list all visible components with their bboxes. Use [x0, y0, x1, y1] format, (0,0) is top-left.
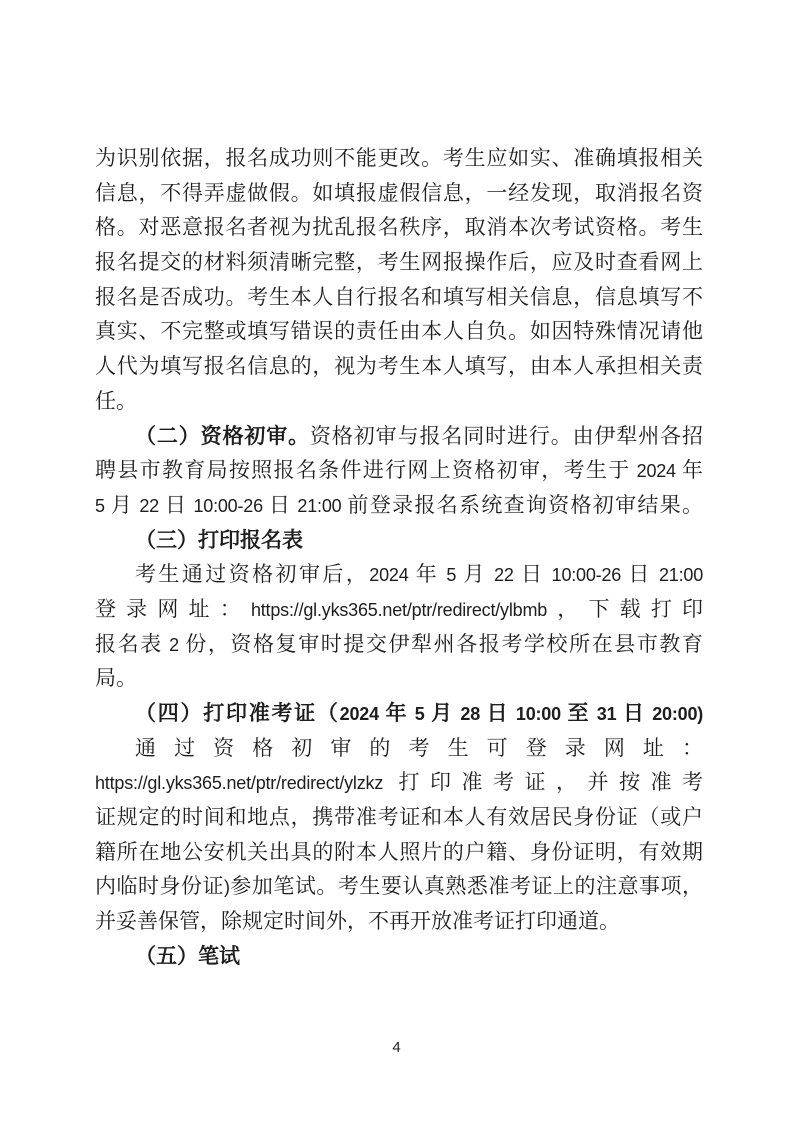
- heading-text: （五）笔试: [135, 943, 240, 968]
- latin-text: 2024: [339, 704, 386, 724]
- latin-text: 5: [408, 704, 432, 724]
- latin-text: 10:00-26: [544, 565, 629, 586]
- body-text-segment: 人代为填写报名信息的，视为考生本人填写，由本人承担相关责: [95, 354, 703, 379]
- body-text-segment: 证规定的时间和地点，携带准考证和本人有效居民身份证（或户: [95, 805, 703, 830]
- heading-text: （二）资格初审。: [135, 423, 311, 448]
- text-line: [95, 557, 703, 592]
- document-body: [95, 141, 703, 974]
- url-text: https://gl.yks365.net/ptr/redirect/ylbmb: [250, 599, 548, 620]
- text-line: [95, 176, 703, 211]
- latin-text: 2024: [369, 565, 416, 586]
- text-line: [95, 800, 703, 835]
- latin-text: 21:00: [291, 495, 348, 516]
- text-line: [95, 245, 703, 280]
- latin-text: 2: [162, 634, 186, 655]
- text-line: [95, 419, 703, 454]
- latin-text: 5: [95, 495, 111, 516]
- body-text-segment: 报名提交的材料须清晰完整，考生网报操作后，应及时查看网上: [95, 250, 703, 275]
- text-line: [95, 731, 703, 766]
- text-line: [95, 765, 703, 800]
- latin-text: 5: [439, 565, 464, 586]
- body-text-segment: 考生通过资格初审后，2024 年 5 月 22 日 10:00-26 日 21:00: [135, 562, 703, 587]
- body-text-segment: 通过资格初审的考生可登录网址：: [135, 735, 703, 760]
- text-line: [95, 592, 703, 627]
- latin-text: 22: [486, 565, 521, 586]
- text-line: [95, 314, 703, 349]
- latin-text: ): [224, 877, 230, 898]
- body-text-segment: 籍所在地公安机关出具的附本人照片的户籍、身份证明，有效期: [95, 839, 703, 864]
- body-text-segment: 内临时身份证)参加笔试。考生要认真熟悉准考证上的注意事项，: [95, 874, 703, 899]
- heading-text: （三）打印报名表: [135, 527, 303, 552]
- text-line: [95, 453, 703, 488]
- body-text-segment: 格。对恶意报名者视为扰乱报名秩序，取消本次考试资格。考生: [95, 215, 703, 240]
- body-text-segment: 5 月 22 日 10:00-26 日 21:00 前登录报名系统查询资格初审结果。: [95, 492, 703, 517]
- latin-text: 20:00): [645, 704, 703, 724]
- text-line: [95, 835, 703, 870]
- text-line: [95, 661, 703, 696]
- body-text-segment: 任。: [95, 388, 137, 413]
- text-line: [95, 627, 703, 662]
- text-line: [95, 349, 703, 384]
- body-text-segment: 并妥善保管，除规定时间外，不再开放准考证打印通道。: [95, 909, 620, 934]
- body-text-segment: 局。: [95, 666, 137, 691]
- body-text-segment: https://gl.yks365.net/ptr/redirect/ylzkz 打印准考证，并按准考: [95, 770, 703, 795]
- text-line: [95, 280, 703, 315]
- text-line: [95, 210, 703, 245]
- text-line: [95, 488, 703, 523]
- latin-text: 21:00: [651, 565, 703, 586]
- text-line: [95, 696, 703, 731]
- body-text-segment: 真实、不完整或填写错误的责任由本人自负。如因特殊情况请他: [95, 319, 703, 344]
- body-text-segment: 报名表 2 份，资格复审时提交伊犁州各报考学校所在县市教育: [95, 631, 703, 656]
- latin-text: 31: [590, 704, 623, 724]
- text-line: [95, 141, 703, 176]
- body-text-segment: 聘县市教育局按照报名条件进行网上资格初审，考生于 2024 年: [95, 458, 703, 483]
- text-line: [95, 904, 703, 939]
- body-text-segment: 登录网址：https://gl.yks365.net/ptr/redirect/ylbmb，下载打印: [95, 596, 703, 621]
- latin-text: 28: [453, 704, 487, 724]
- body-text-segment: 为识别依据，报名成功则不能更改。考生应如实、准确填报相关: [95, 146, 703, 170]
- latin-text: 2024: [630, 461, 682, 482]
- heading-text: （四）打印准考证（2024 年 5 月 28 日 10:00 至 31 日 20:00): [135, 701, 703, 725]
- page-number: 4: [392, 1039, 401, 1056]
- body-text-segment: 信息，不得弄虚做假。如填报虚假信息，一经发现，取消报名资: [95, 180, 703, 205]
- url-text: https://gl.yks365.net/ptr/redirect/ylzkz: [95, 773, 399, 794]
- text-line: [95, 869, 703, 904]
- text-line: [95, 384, 703, 419]
- latin-text: 10:00: [509, 704, 568, 724]
- body-text-segment: 资格初审与报名同时进行。由伊犁州各招: [310, 423, 703, 448]
- text-line: [95, 939, 703, 974]
- latin-text: 10:00-26: [187, 495, 269, 516]
- text-line: [95, 523, 703, 558]
- latin-text: 22: [133, 495, 166, 516]
- body-text-segment: 报名是否成功。考生本人自行报名和填写相关信息，信息填写不: [95, 284, 703, 309]
